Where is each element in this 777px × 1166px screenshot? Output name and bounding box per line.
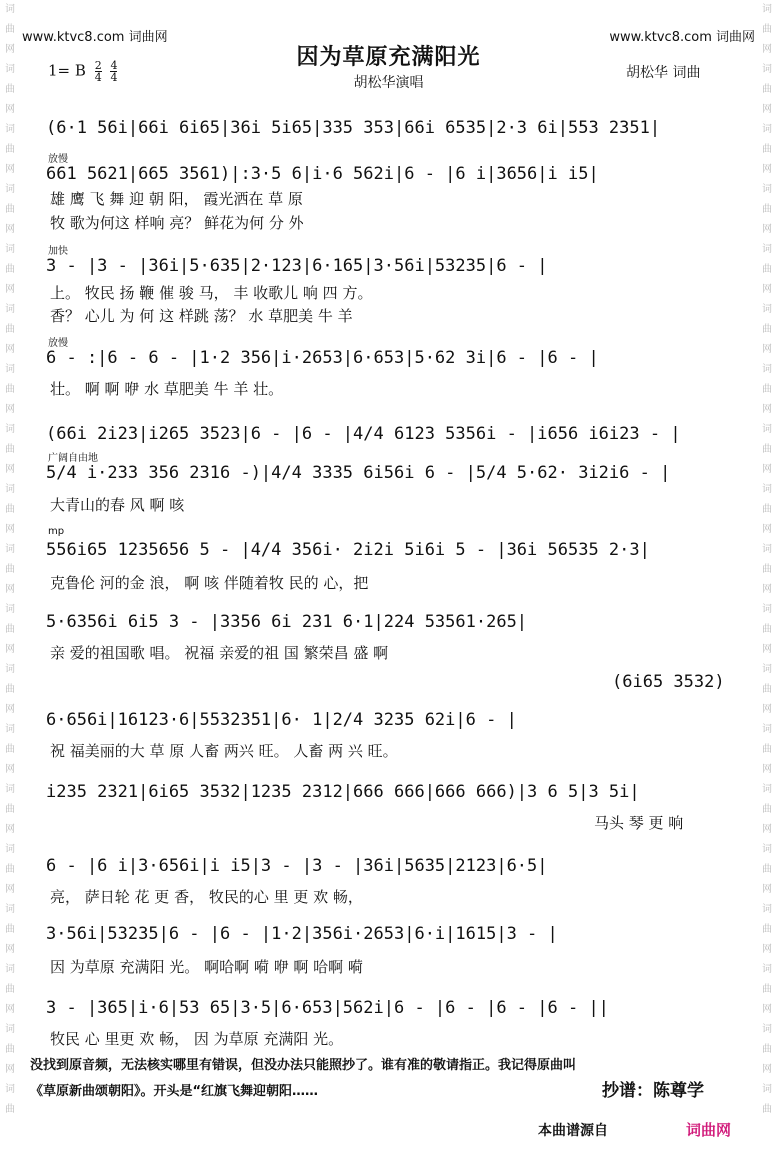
notation-line: 3 - |365|i·6|53 65|3·5|6·653|562i|6 - |6 - |6 - |6 - ||: [46, 998, 609, 1018]
notation-line: 556i65 1235656 5 - |4/4 356i· 2i2i 5i6i 5 - |36i 56535 2·3|: [46, 540, 650, 560]
lyrics-line: 上。 牧民 扬 鞭 催 骏 马， 丰 收歌儿 响 四 方。: [50, 284, 373, 302]
site-link-left[interactable]: www.ktvc8.com 词曲网: [22, 30, 168, 45]
notation-line: 6 - |6 i|3·656i|i i5|3 - |3 - |36i|5635|2123|6·5|: [46, 856, 548, 876]
singer-line: 胡松华演唱: [353, 75, 424, 91]
key-signature: [48, 60, 117, 83]
tempo-mark: 放慢: [48, 338, 68, 349]
lyrics-line: 亮， 萨日轮 花 更 香， 牧民的心 里 更 欢 畅，: [50, 888, 363, 906]
notation-line: 5·6356i 6i5 3 - |3356 6i 231 6·1|224 53561·265|: [46, 612, 528, 632]
tempo-mark: 加快: [48, 246, 68, 257]
time-signature-2: $\frac{4}{4}$: [110, 59, 118, 84]
notation-line: 3·56i|53235|6 - |6 - |1·2|356i·2653|6·i|1615|3 - |: [46, 924, 558, 944]
lyrics-line: 牧 歌为何这 样响 亮？ 鲜花为何 分 外: [50, 214, 304, 232]
brand-link[interactable]: 词曲网: [686, 1121, 732, 1139]
composer-credit: 胡松华 词曲: [626, 65, 701, 81]
tempo-mark: 广阔自由地: [48, 453, 98, 464]
notation-line: (66i 2i23|i265 3523|6 - |6 - |4/4 6123 5356i - |i656 i6i23 - |: [46, 424, 681, 444]
notation-line: 6 - :|6 - 6 - |1·2 356|i·2653|6·653|5·62 3i|6 - |6 - |: [46, 348, 599, 368]
lyrics-line: 壮。 啊 啊 咿 水 草肥美 牛 羊 壮。: [50, 380, 284, 398]
lyrics-line: 牧民 心 里更 欢 畅， 因 为草原 充满阳 光。: [50, 1030, 344, 1048]
time-signature-1: $\frac{2}{4}$: [94, 59, 102, 84]
left-watermark-strip: 词 曲 网 词 曲 网 词 曲 网 词 曲 网 词 曲 网 词 曲 网 词 曲 网 词 曲 网 词 曲 网 词 曲 网 词 曲 网 词 曲 网 词 曲 网 词 曲 网 词 曲 网 词 曲 网 词 曲 网 词 曲 网 词 曲: [5, 4, 15, 1115]
song-title: 因为草原充满阳光: [296, 45, 481, 70]
tempo-mark: mp: [48, 526, 65, 537]
copyist-credit: 抄谱：陈尊学: [602, 1081, 704, 1101]
right-watermark-strip: 词 曲 网 词 曲 网 词 曲 网 词 曲 网 词 曲 网 词 曲 网 词 曲 网 词 曲 网 词 曲 网 词 曲 网 词 曲 网 词 曲 网 词 曲 网 词 曲 网 词 曲 网 词 曲 网 词 曲 网 词 曲 网 词 曲: [762, 4, 772, 1115]
lyrics-line: 克鲁伦 河的金 浪， 啊 咳 伴随着牧 民的 心，把: [50, 574, 369, 592]
notation-line: 661 5621|665 3561)|:3·5 6|i·6 562i|6 - |6 i|3656|i i5|: [46, 164, 599, 184]
lyrics-line: 大青山的春 风 啊 咳: [50, 496, 185, 514]
notation-line: (6·1 56i|66i 6i65|36i 5i65|335 353|66i 6535|2·3 6i|553 2351|: [46, 118, 661, 138]
footer-note-line-2: 《草原新曲颂朝阳》。开头是“红旗飞舞迎朝阳……: [30, 1084, 319, 1099]
notation-line: 3 - |3 - |36i|5·635|2·123|6·165|3·56i|53235|6 - |: [46, 256, 548, 276]
lyrics-line: 马头 琴 更 响: [594, 814, 684, 832]
lyrics-line: 因 为草原 充满阳 光。 啊哈啊 嗬 咿 啊 哈啊 嗬: [50, 958, 363, 976]
site-link-right[interactable]: www.ktvc8.com 词曲网: [609, 30, 755, 45]
notation-line: i235 2321|6i65 3532|1235 2312|666 666|666 666)|3 6 5|3 5i|: [46, 782, 640, 802]
source-label: 本曲谱源自: [538, 1123, 608, 1139]
key-text: 1= B: [48, 61, 86, 80]
footer-note-line-1: 没找到原音频，无法核实哪里有错误，但没办法只能照抄了。谁有准的敬请指正。我记得原曲叫: [30, 1058, 577, 1073]
notation-line: 6·656i|16123·6|5532351|6· 1|2/4 3235 62i|6 - |: [46, 710, 517, 730]
notation-line: 5/4 i·233 356 2316 -)|4/4 3335 6i56i 6 - |5/4 5·62· 3i2i6 - |: [46, 463, 671, 483]
lyrics-line: 亲 爱的祖国歌 唱。 祝福 亲爱的祖 国 繁荣昌 盛 啊: [50, 644, 389, 662]
tempo-mark: 放慢: [48, 154, 68, 165]
lyrics-line: 雄 鹰 飞 舞 迎 朝 阳， 霞光洒在 草 原: [50, 190, 303, 208]
notation-line: (6i65 3532): [612, 672, 725, 692]
lyrics-line: 祝 福美丽的大 草 原 人畜 两兴 旺。 人畜 两 兴 旺。: [50, 742, 398, 760]
lyrics-line: 香？ 心儿 为 何 这 样跳 荡？ 水 草肥美 牛 羊: [50, 307, 353, 325]
